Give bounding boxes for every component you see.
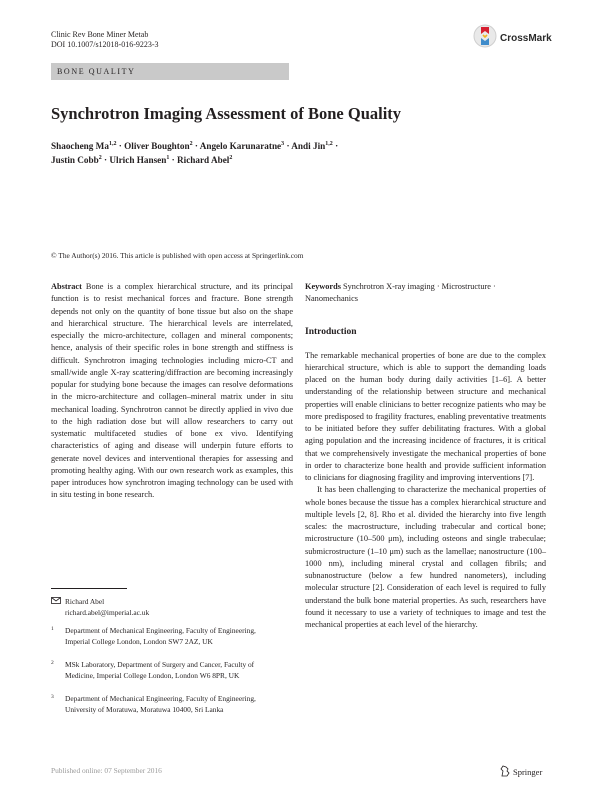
- contact-name: Richard Abel: [65, 597, 105, 606]
- keywords-label: Keywords: [305, 282, 341, 291]
- publisher-logo: [500, 765, 542, 779]
- journal-name: Clinic Rev Bone Miner Metab: [51, 30, 149, 39]
- doi: DOI 10.1007/s12018-016-9223-3: [51, 40, 159, 49]
- envelope-icon: [51, 597, 65, 608]
- affiliation: 1 Department of Mechanical Engineering, Faculty of Engineering, Imperial College London, London SW7 2AZ, UK: [51, 626, 256, 646]
- left-column: [51, 281, 293, 502]
- abstract-text: Bone is a complex hierarchical structure, and its principal function is to resist mechanical forces and fracture. Bone strength depends not only on the quantity of bone tissue but also on the shape and hierarchical structure. The hierarchical levels are interrelated, especially the micro-architecture, collagen and mineral components; hence, analysis of their specific roles in bone strength and stiffness is difficult. Synchrotron imaging technologies including micro-CT and small/wide angle X-ray scattering/diffraction are becoming increasingly popular for studying bone because the images can resolve deformations in the micro-architecture and collagen–mineral matrix under in situ mechanical loading. Synchrotron cannot be directly applied in vivo due to the high radiation dose but will allow researchers to carry out systematic multifaceted studies of bone ex vivo. Identifying characteristics of aging and disease will underpin future efforts to generate novel devices and interventional therapies for assessing and promoting healthy aging. With our own research work as examples, this paper introduces how synchrotron imaging technology can be used with in situ testing in bone research.: [51, 282, 293, 500]
- introduction-heading: Introduction: [305, 326, 357, 337]
- keywords: [305, 281, 546, 306]
- copyright-notice: © The Author(s) 2016. This article is published with open access at Springerlink.com: [51, 251, 304, 260]
- introduction-paragraph-2: It has been challenging to characterize the mechanical properties of whole bones because the tissue has a complex hierarchical structure and multiple levels [2, 8]. Rho et al. divided the hierarchy into five length scales: the macrostructure, including trabecular and cortical bone; microstructure (10–500 μm), including osteons and single trabeculae; submicrostructure (1–10 μm) such as the lamellae; nanostructure (100–1000 nm), including mineral crystal and collagen fibrils; and subnanostructure (below a few hundred nanometers), including molecular structure [2]. Consideration of each level is required to fully understand the bulk bone material properties. As such, researchers have found it necessary to use a variety of techniques to image and test the mechanical properties at each level of the hierarchy.: [305, 485, 546, 629]
- affiliation: 3 Department of Mechanical Engineering, Faculty of Engineering, University of Moratuwa, Moratuwa 10400, Sri Lanka: [51, 694, 256, 714]
- author-line-2: Justin Cobb$^2$ · Ulrich Hansen$^1$ · Richard Abel$^2$: [51, 154, 233, 165]
- affiliation: 2 MSk Laboratory, Department of Surgery and Cancer, Faculty of Medicine, Imperial College London, London W6 8PR, UK: [51, 660, 255, 680]
- author-line-1: Shaocheng Ma$^{1,2}$ · Oliver Boughton$^2$ · Angelo Karunaratne$^3$ · Andi Jin$^{1,2}$ ·: [51, 140, 339, 151]
- crossmark-label: CrossMark: [500, 32, 552, 44]
- author[interactable]: Angelo Karunaratne$^3$: [199, 140, 285, 151]
- abstract-label: Abstract: [51, 282, 82, 291]
- article-title: Synchrotron Imaging Assessment of Bone Quality: [51, 104, 402, 123]
- author-list: [51, 139, 338, 167]
- author[interactable]: Shaocheng Ma$^{1,2}$: [51, 140, 117, 151]
- introduction-paragraph-1: The remarkable mechanical properties of bone are due to the complex hierarchical structure, which is able to support the demanding loads placed on the human body during daily activities [1–6]. A better understanding of the relationship between structure and mechanical properties will enable clinicians to better recognize patients who may be more predisposed to fragility fractures, enabling preventative treatments to be initiated before they suffer debilitating fractures. With a global aging population and the increasing incidence of fractures, it is critical that we comprehensively investigate the mechanical properties of bone in order to characterize bone health and provide sufficient information to clinicians for diagnosing fragility and improving interventions [7].: [305, 350, 546, 482]
- right-column: [305, 281, 546, 631]
- crossmark-badge[interactable]: [473, 26, 563, 50]
- author[interactable]: Oliver Boughton$^2$: [124, 140, 193, 151]
- journal-header: [51, 30, 159, 50]
- author[interactable]: Justin Cobb$^2$: [51, 154, 102, 165]
- author[interactable]: Ulrich Hansen$^1$: [109, 154, 170, 165]
- published-date: Published online: 07 September 2016: [51, 766, 162, 775]
- crossmark-icon: [473, 24, 497, 53]
- section-label: BONE QUALITY: [51, 63, 289, 80]
- author[interactable]: Richard Abel$^2$: [177, 154, 233, 165]
- author[interactable]: Andi Jin$^{1,2}$: [291, 140, 333, 151]
- contact-email[interactable]: richard.abel@imperial.ac.uk: [65, 607, 150, 617]
- footnote-divider: [51, 588, 127, 589]
- springer-horse-icon: [500, 765, 510, 779]
- keywords-text: Synchrotron X-ray imaging · Microstructure · Nanomechanics: [305, 282, 496, 304]
- publisher-name: Springer: [513, 767, 543, 777]
- corresponding-author: [51, 597, 149, 618]
- abstract: [51, 281, 293, 502]
